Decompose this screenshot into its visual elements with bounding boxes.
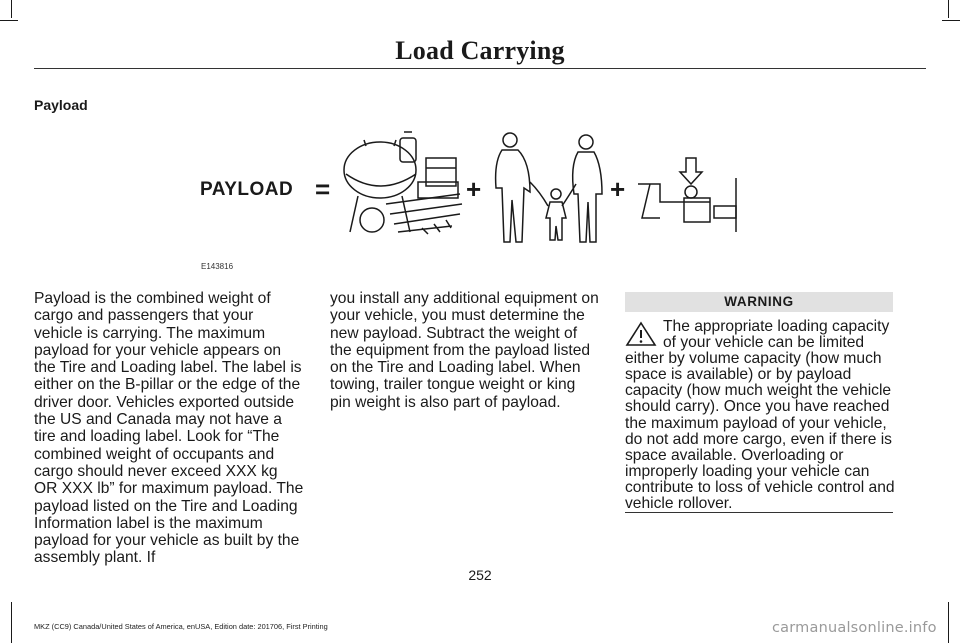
crop-mark-bottom-left-v xyxy=(11,602,12,643)
warning-heading: WARNING xyxy=(625,292,893,312)
crop-mark-bottom-right-v xyxy=(948,602,949,643)
body-column-1 xyxy=(34,290,304,567)
page-number: 252 xyxy=(468,567,492,583)
footer-edition-text: MKZ (CC9) Canada/United States of America, enUSA, Edition date: 201706, First Printing xyxy=(34,622,328,631)
payload-label: PAYLOAD xyxy=(200,179,294,200)
crop-mark-top-left-v xyxy=(11,0,12,18)
crop-mark-top-right-v xyxy=(948,0,949,18)
body-column-2 xyxy=(330,290,600,411)
header-divider xyxy=(34,68,926,69)
passengers-icon xyxy=(496,133,602,242)
warning-body xyxy=(625,319,895,512)
hitch-icon xyxy=(638,158,736,232)
payload-definition-paragraph: Payload is the combined weight of cargo and passengers that your vehicle is carrying. The maximum payload for your vehicle appears on the Tire and Loading label. The label is either on the B-pillar or the edge of the driver door. Vehicles exported outside the US and Canada may not have a tire and loading label. Look for “The combined weight of occupants and cargo should never exceed XXX kg OR XXX lb” for maximum payload. The payload listed on the Tire and Loading Information label is the maximum payload for your vehicle as built by the assembly plant. If xyxy=(34,290,304,567)
additional-equipment-paragraph: you install any additional equipment on your vehicle, you must determine the new payload. Subtract the weight of the equipment from the payload listed on the Tire and Loading label. When towing, trailer tongue weight or king pin weight is also part of payload. xyxy=(330,290,599,411)
crop-mark-top-right-h xyxy=(942,20,960,21)
crop-mark-top-left-h xyxy=(0,20,18,21)
plus-sign-1: + xyxy=(466,174,482,204)
watermark: carmanualsonline.info xyxy=(772,620,937,636)
warning-divider xyxy=(625,512,893,513)
page-title: Load Carrying xyxy=(395,36,565,65)
warning-text: The appropriate loading capacity of your vehicle can be limited either by volume capacity (how much space is available) or by payload capacity (how much weight the vehicle should carry). Once you have reached the maximum payload of your vehicle, do not add more cargo, even if there is space available. Overloading or improperly loading your vehicle can contribute to loss of vehicle control and vehicle rollover. xyxy=(625,318,895,513)
figure-code: E143816 xyxy=(201,262,234,271)
section-title: Payload xyxy=(34,97,88,113)
warning-triangle-icon xyxy=(625,321,657,347)
equals-sign: = xyxy=(315,174,331,204)
plus-sign-2: + xyxy=(610,174,626,204)
cargo-icon xyxy=(344,132,462,234)
payload-illustration xyxy=(190,122,750,252)
